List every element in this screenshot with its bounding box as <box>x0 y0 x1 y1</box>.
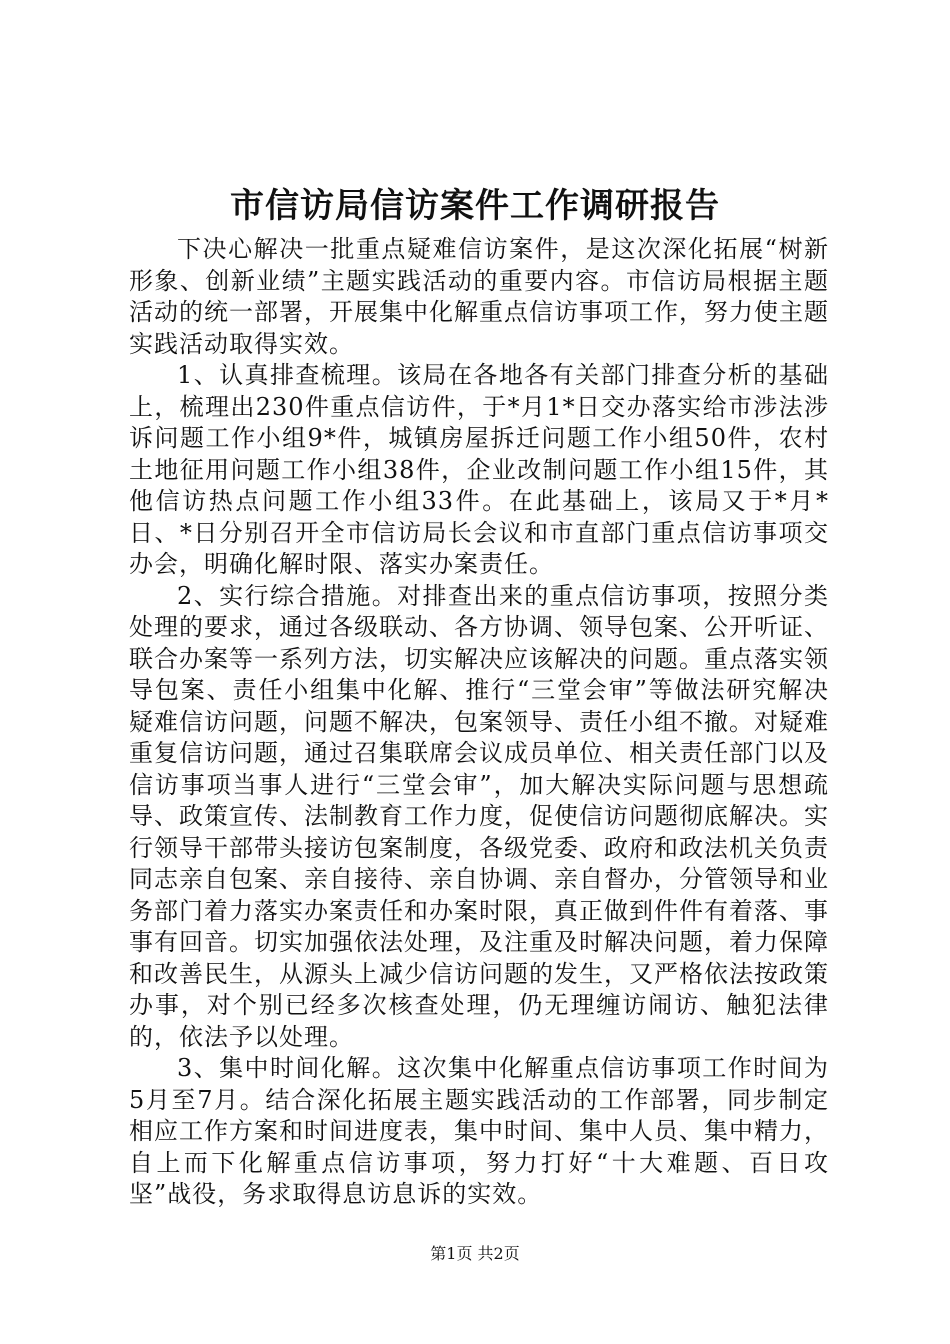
page-number-footer: 第1页 共2页 <box>430 1244 520 1263</box>
document-title: 市信访局信访案件工作调研报告 <box>230 186 720 226</box>
intro-paragraph: 下决心解决一批重点疑难信访案件，是这次深化拓展“树新形象、创新业绩”主题实践活动的重要内容。市信访局根据主题活动的统一部署，开展集中化解重点信访事项工作，努力使主题实践活动取得实效。 <box>129 235 829 358</box>
section-1-paragraph: 1、认真排查梳理。该局在各地各有关部门排查分析的基础上，梳理出230件重点信访件，于*月1*日交办落实给市涉法涉诉问题工作小组9*件，城镇房屋拆迁问题工作小组50件，农村土地征用问题工作小组38件，企业改制问题工作小组15件，其他信访热点问题工作小组33件。在此基础上，该局又于*月*日、*日分别召开全市信访局长会议和市直部门重点信访事项交办会，明确化解时限、落实办案责任。 <box>129 361 829 578</box>
section-3-paragraph: 3、集中时间化解。这次集中化解重点信访事项工作时间为5月至7月。结合深化拓展主题实践活动的工作部署，同步制定相应工作方案和时间进度表，集中时间、集中人员、集中精力，自上而下化解重点信访事项，努力打好“十大难题、百日攻坚”战役，务求取得息访息诉的实效。 <box>129 1054 829 1208</box>
section-2-paragraph: 2、实行综合措施。对排查出来的重点信访事项，按照分类处理的要求，通过各级联动、各方协调、领导包案、公开听证、联合办案等一系列方法，切实解决应该解决的问题。重点落实领导包案、责任小组集中化解、推行“三堂会审”等做法研究解决疑难信访问题，问题不解决，包案领导、责任小组不撤。对疑难重复信访问题，通过召集联席会议成员单位、相关责任部门以及信访事项当事人进行“三堂会审”，加大解决实际问题与思想疏导、政策宣传、法制教育工作力度，促使信访问题彻底解决。实行领导干部带头接访包案制度，各级党委、政府和政法机关负责同志亲自包案、亲自接待、亲自协调、亲自督办，分管领导和业务部门着力落实办案责任和办案时限，真正做到件件有着落、事事有回音。切实加强依法处理，及注重及时解决问题，着力保障和改善民生，从源头上减少信访问题的发生，又严格依法按政策办事，对个别已经多次核查处理，仍无理缠访闹访、触犯法律的，依法予以处理。 <box>129 581 829 1051</box>
document-body <box>129 234 829 1211</box>
